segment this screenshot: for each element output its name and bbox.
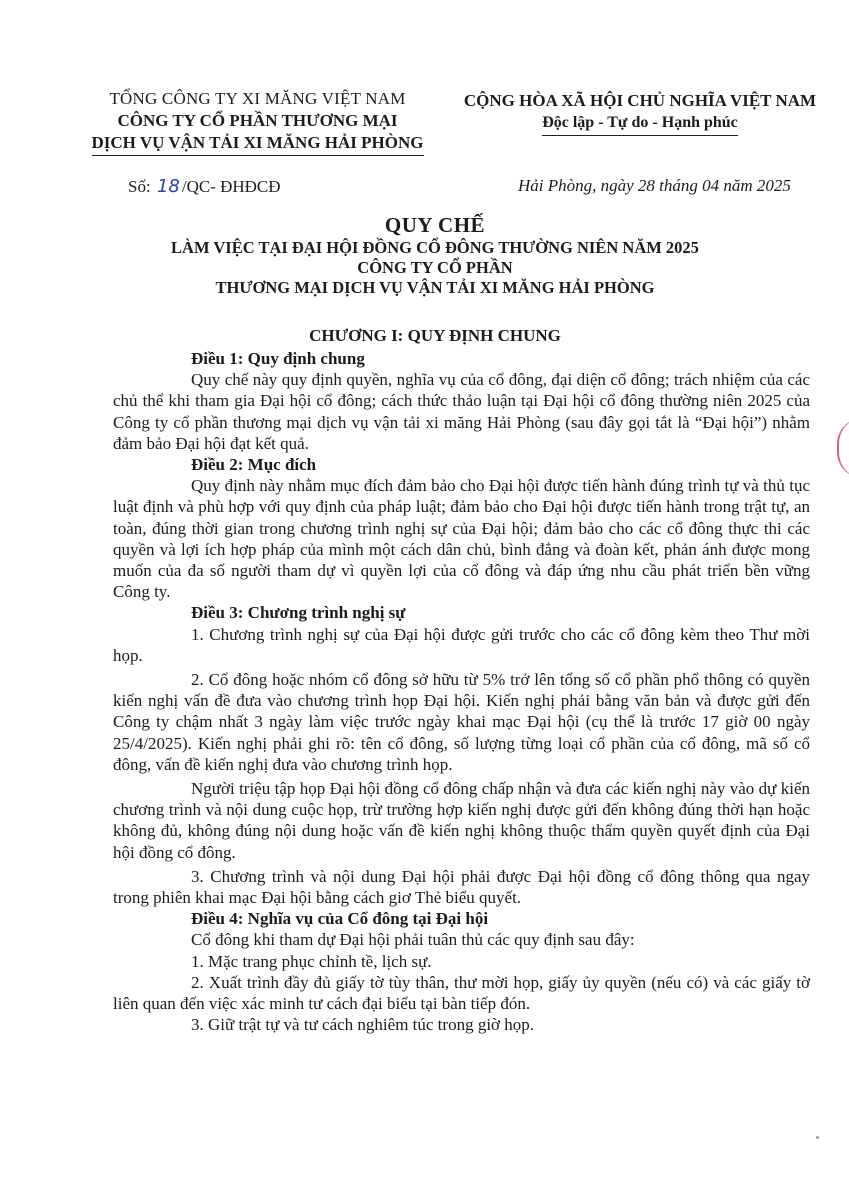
article-2-title: Điều 2: Mục đích [191, 455, 317, 475]
document-number [128, 176, 281, 197]
parent-corporation-name: TỔNG CÔNG TY XI MĂNG VIỆT NAM [109, 89, 406, 108]
doc-number-prefix: Số: [128, 177, 151, 196]
article-3-clause-1: 1. Chương trình nghị sự của Đại hội được gửi trước cho các cổ đông kèm theo Thư mời họp. [113, 624, 810, 665]
issue-date: Hải Phòng, ngày 28 tháng 04 năm 2025 [518, 176, 791, 195]
article-4-intro: Cổ đông khi tham dự Đại hội phải tuân thủ các quy định sau đây: [191, 930, 635, 950]
article-2-paragraph: Quy định này nhằm mục đích đảm bảo cho Đại hội được tiến hành đúng trình tự và thủ tục luật định và phù hợp với quy định của pháp luật; đảm bảo cho Đại hội được tiến hành trong trật tự, an toàn, đúng thời gian trong chương trình nghị sự của Đại hội; đảm bảo cho các cổ đông thực thi các quyền và lợi ích hợp pháp của mình một cách dân chủ, bình đẳng và đoàn kết, phản ánh được mong muốn của đa số người tham dự vì quyền lợi của cổ đông và đáp ứng nhu cầu phát triển bền vững Công ty. [113, 476, 810, 602]
article-1-title: Điều 1: Quy định chung [191, 349, 365, 368]
title-line2: LÀM VIỆC TẠI ĐẠI HỘI ĐỒNG CỔ ĐÔNG THƯỜNG NIÊN NĂM 2025 [171, 238, 699, 257]
scan-speck [816, 1136, 819, 1139]
article-3-paragraph: Người triệu tập họp Đại hội đồng cổ đông chấp nhận và đưa các kiến nghị này vào dự kiến chương trình và nội dung cuộc họp, trừ trường hợp kiến nghị được gửi đến không đúng thời hạn hoặc không đủ, không đúng nội dung hoặc vấn đề kiến nghị không thuộc thẩm quyền quyết định của Đại hội đồng cổ đông. [113, 779, 810, 862]
doc-number-handwritten: 18 [156, 176, 180, 197]
national-title: CỘNG HÒA XÃ HỘI CHỦ NGHĨA VIỆT NAM [463, 91, 817, 110]
article-3-title: Điều 3: Chương trình nghị sự [191, 603, 406, 623]
article-4-clause-1: 1. Mặc trang phục chỉnh tề, lịch sự. [191, 951, 432, 971]
title-main: QUY CHẾ [384, 213, 486, 237]
doc-number-suffix: /QC- ĐHĐCĐ [181, 177, 281, 196]
company-name-line1: CÔNG TY CỔ PHẦN THƯƠNG MẠI [117, 111, 398, 130]
title-line4: THƯƠNG MẠI DỊCH VỤ VẬN TẢI XI MĂNG HẢI PHÒNG [215, 278, 655, 297]
article-3-clause-2: 2. Cổ đông hoặc nhóm cổ đông sở hữu từ 5% trở lên tổng số cổ phần phổ thông có quyền kiến nghị vấn đề đưa vào chương trình họp Đại hội. Kiến nghị phải bằng văn bản và được gửi đến Công ty chậm nhất 3 ngày làm việc trước ngày khai mạc Đại hội (cụ thể là trước 17 giờ 00 ngày 25/4/2025). Kiến nghị phải ghi rõ: tên cổ đông, số lượng từng loại cổ phần của cổ đông, mã số cổ đông, vấn đề kiến nghị đưa vào chương trình họp. [113, 670, 810, 774]
article-4-clause-2: 2. Xuất trình đầy đủ giấy tờ tùy thân, thư mời họp, giấy ủy quyền (nếu có) và các giấy tờ liên quan đến việc xác minh tư cách đại biểu tại bàn tiếp đón. [113, 972, 810, 1014]
red-seal-edge [837, 418, 849, 478]
organization-header [60, 88, 455, 156]
article-3-clause-3: 3. Chương trình và nội dung Đại hội phải được Đại hội đồng cổ đông thông qua ngay trong phiên khai mạc Đại hội bằng cách giơ Thẻ biểu quyết. [113, 866, 810, 908]
article-4-title: Điều 4: Nghĩa vụ của Cổ đông tại Đại hội [191, 909, 489, 929]
article-1-paragraph: Quy chế này quy định quyền, nghĩa vụ của cổ đông, đại diện cổ đông; trách nhiệm của các chủ thể khi tham gia Đại hội cổ đông; cách thức thảo luận tại Đại hội cổ đông thường niên 2025 của Công ty cổ phần thương mại dịch vụ vận tải xi măng Hải Phòng (sau đây gọi tắt là “Đại hội”) nhằm đảm bảo Đại hội đạt kết quả. [113, 370, 810, 453]
chapter-heading: CHƯƠNG I: QUY ĐỊNH CHUNG [309, 326, 561, 345]
company-name-line2: DỊCH VỤ VẬN TẢI XI MĂNG HẢI PHÒNG [92, 132, 424, 156]
document-body [113, 348, 810, 1036]
document-title [60, 212, 810, 298]
title-line3: CÔNG TY CỔ PHẦN [357, 258, 513, 277]
national-header [440, 90, 840, 136]
national-motto: Độc lập - Tự do - Hạnh phúc [542, 112, 738, 136]
article-4-clause-3: 3. Giữ trật tự và tư cách nghiêm túc trong giờ họp. [191, 1015, 535, 1035]
